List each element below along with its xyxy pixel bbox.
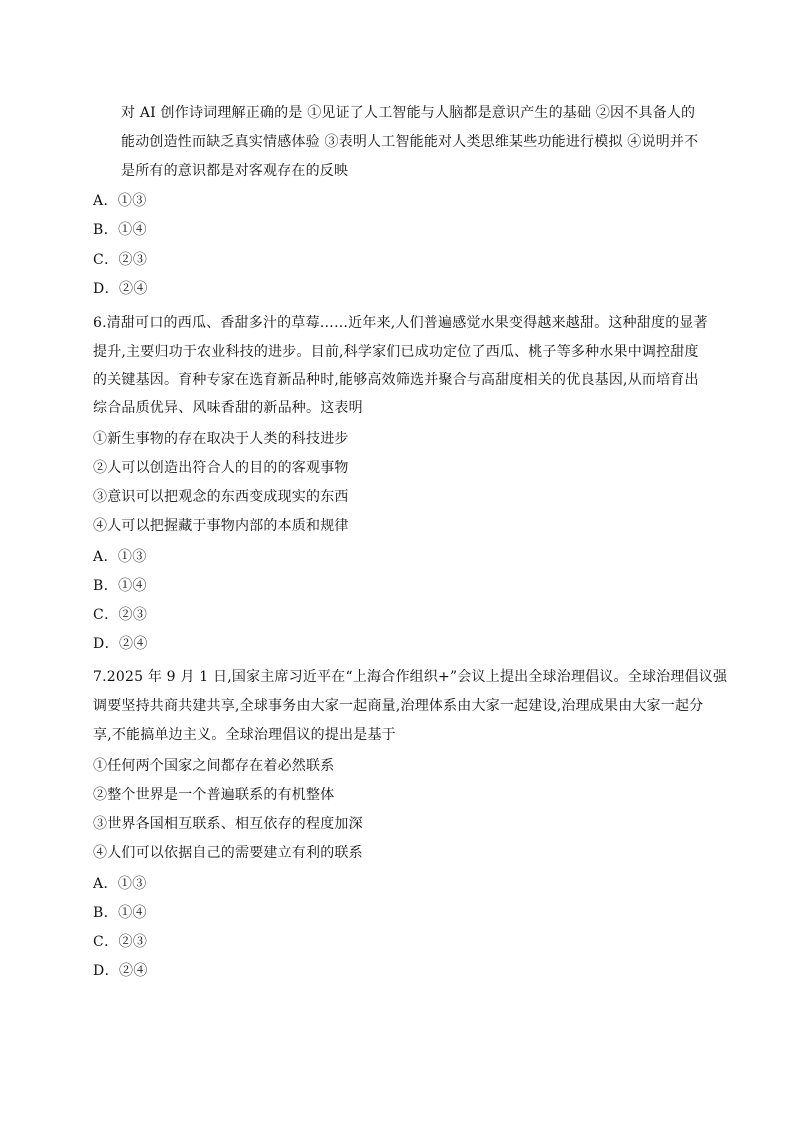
q6-statement-3: ③意识可以把观念的东西变成现实的东西 [93,489,349,505]
q5-stem-line-3: 是所有的意识都是对客观存在的反映 [121,163,349,179]
q6-option-c: C．②③ [93,607,148,623]
q7-option-c: C．②③ [93,934,148,950]
q7-stem-line-1: 7.2025 年 9 月 1 日,国家主席习近平在“上海合作组织+”会议上提出全球治理倡议。全球治理倡议强 [93,669,728,685]
q6-stem-line-3: 的关键基因。育种专家在选育新品种时,能够高效筛选并聚合与高甜度相关的优良基因,从而培育出 [93,372,699,388]
q7-stem-line-3: 享,不能搞单边主义。全球治理倡议的提出是基于 [93,727,396,743]
q6-statement-2: ②人可以创造出符合人的目的的客观事物 [93,460,349,476]
q7-statement-1: ①任何两个国家之间都存在着必然联系 [93,758,335,774]
q6-option-a: A．①③ [93,549,147,565]
q6-stem-line-1: 6.清甜可口的西瓜、香甜多汁的草莓……近年来,人们普遍感觉水果变得越来越甜。这种甜度的显著 [93,315,708,331]
q5-option-b: B．①④ [93,222,147,238]
q6-option-d: D．②④ [93,636,148,652]
q5-option-d: D．②④ [93,281,148,297]
q5-stem-line-2: 能动创造性而缺乏真实情感体验 ③表明人工智能能对人类思维某些功能进行模拟 ④说明并不 [121,134,699,150]
q6-statement-1: ①新生事物的存在取决于人类的科技进步 [93,431,349,447]
q7-statement-3: ③世界各国相互联系、相互依存的程度加深 [93,816,363,832]
q7-option-d: D．②④ [93,963,148,979]
q7-statement-4: ④人们可以依据自己的需要建立有利的联系 [93,845,363,861]
q6-option-b: B．①④ [93,578,147,594]
q7-option-a: A．①③ [93,876,147,892]
q7-statement-2: ②整个世界是一个普遍联系的有机整体 [93,787,335,803]
q5-stem-line-1: 对 AI 创作诗词理解正确的是 ①见证了人工智能与人脑都是意识产生的基础 ②因不具备人的 [121,105,696,121]
q7-option-b: B．①④ [93,905,147,921]
q7-stem-line-2: 调要坚持共商共建共享,全球事务由大家一起商量,治理体系由大家一起建设,治理成果由大家一起分 [93,698,704,714]
q6-stem-line-2: 提升,主要归功于农业科技的进步。目前,科学家们已成功定位了西瓜、桃子等多种水果中调控甜度 [93,344,699,360]
q5-option-c: C．②③ [93,252,148,268]
q6-statement-4: ④人可以把握藏于事物内部的本质和规律 [93,518,349,534]
q5-option-a: A．①③ [93,193,147,209]
q6-stem-line-4: 综合品质优异、风味香甜的新品种。这表明 [93,400,363,416]
